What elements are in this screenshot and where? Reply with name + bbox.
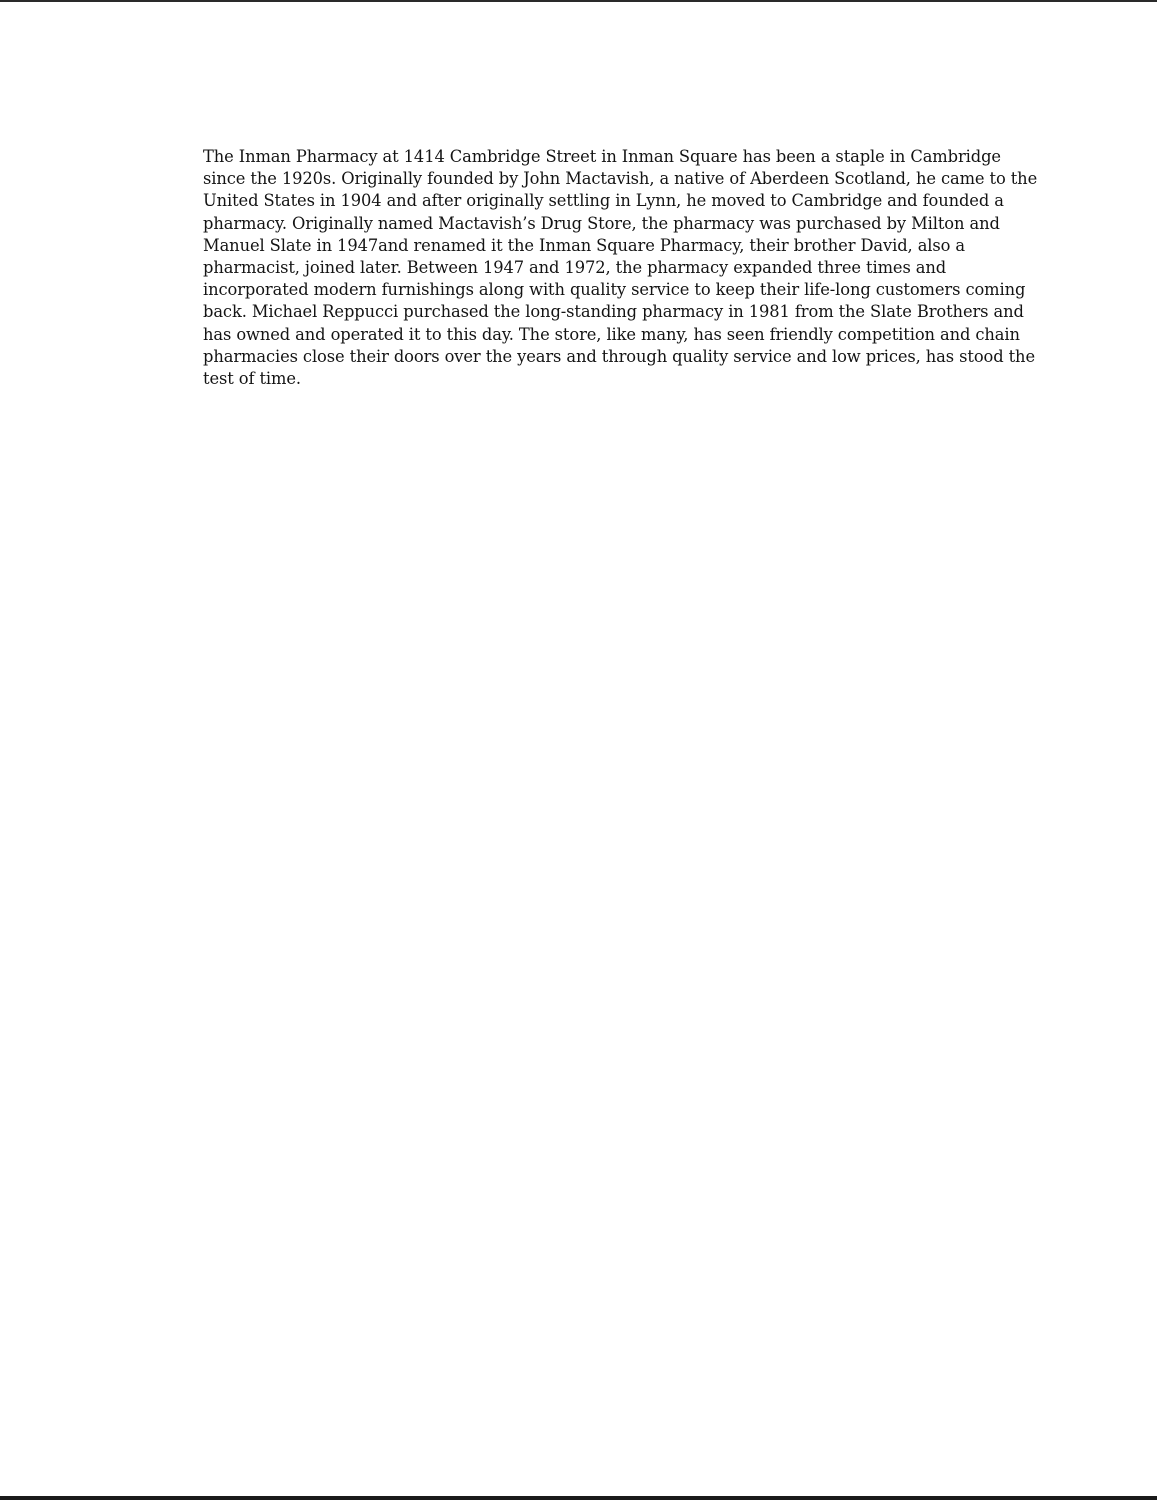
history-paragraph (203, 146, 1038, 390)
paragraph-line: has owned and operated it to this day. The store, like many, has seen friendly competition and chain (203, 324, 1020, 344)
paragraph-line: pharmacy. Originally named Mactavish’s Drug Store, the pharmacy was purchased by Milton and (203, 213, 1000, 233)
paragraph-line: Manuel Slate in 1947and renamed it the Inman Square Pharmacy, their brother David, also a (203, 235, 966, 255)
paragraph-line: incorporated modern furnishings along with quality service to keep their life-long customers coming (203, 280, 1026, 300)
paragraph-line: since the 1920s. Originally founded by John Mactavish, a native of Aberdeen Scotland, he came to the (203, 169, 1038, 189)
paragraph-line: United States in 1904 and after originally settling in Lynn, he moved to Cambridge and founded a (203, 191, 1004, 211)
scan-edge-bottom (0, 1496, 1157, 1500)
scan-edge-top (0, 0, 1157, 2)
paragraph-line: test of time. (203, 369, 301, 389)
paragraph-line: pharmacies close their doors over the years and through quality service and low prices, has stood the (203, 346, 1035, 366)
paragraph-line: back. Michael Reppucci purchased the long-standing pharmacy in 1981 from the Slate Brothers and (203, 302, 1024, 322)
paragraph-line: pharmacist, joined later. Between 1947 and 1972, the pharmacy expanded three times and (203, 258, 947, 278)
paragraph-line: The Inman Pharmacy at 1414 Cambridge Street in Inman Square has been a staple in Cambridge (203, 147, 1001, 166)
